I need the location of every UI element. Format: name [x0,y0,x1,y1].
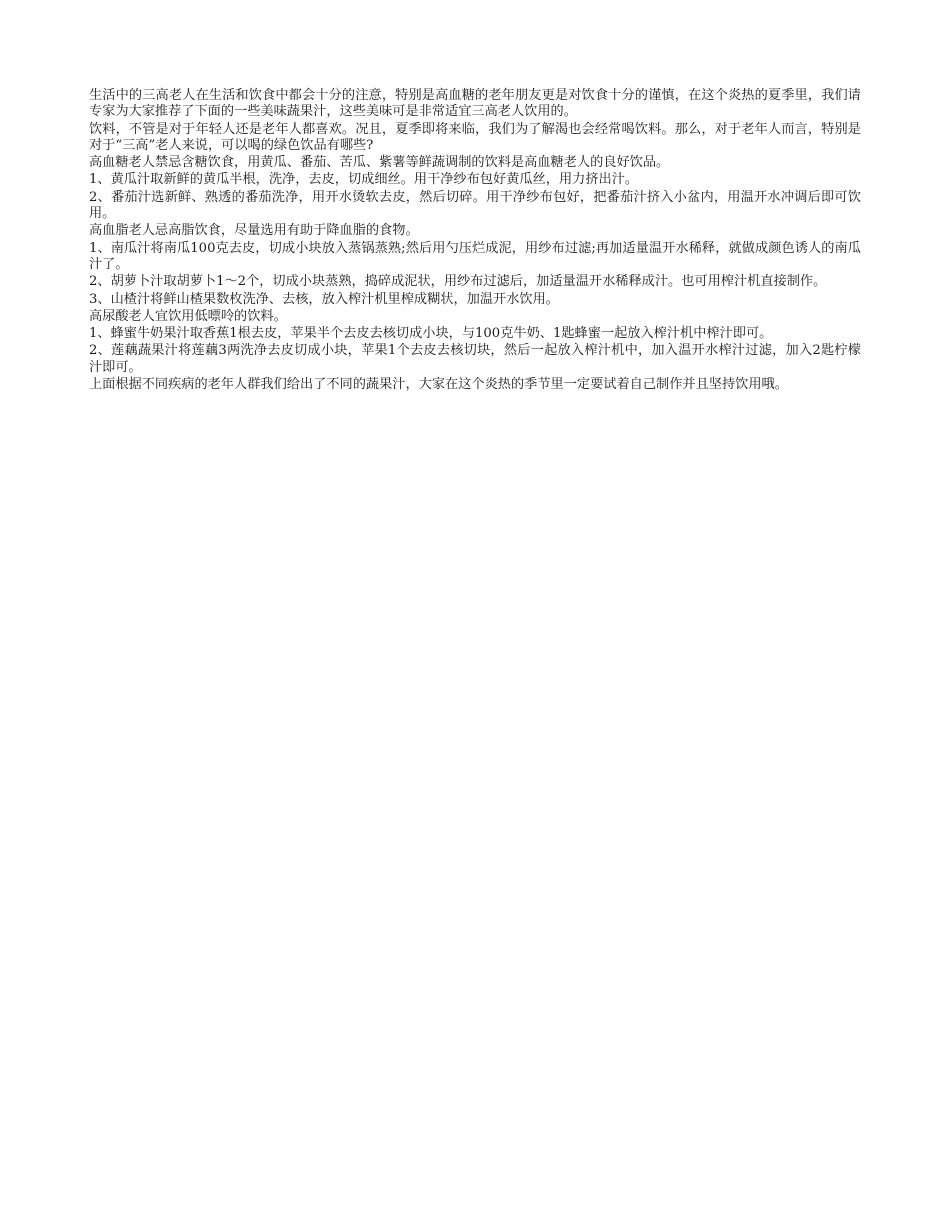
hawthorn-juice-item: 3、山楂汁将鲜山楂果数枚洗净、去核，放入榨汁机里榨成糊状，加温开水饮用。 [89,291,559,307]
document-body [89,88,861,394]
tomato-juice-item: 2、番茄汁选新鲜、熟透的番茄洗净，用开水烫软去皮，然后切碎。用干净纱布包好，把番茄汁挤入小盆内，用温开水冲调后即可饮用。 [89,189,861,222]
intro-paragraph: 生活中的三高老人在生活和饮食中都会十分的注意，特别是高血糖的老年朋友更是对饮食十分的谨慎，在这个炎热的夏季里，我们请专家为大家推荐了下面的一些美味蔬果汁，这些美味可是非常适宜三高老人饮用的。 [89,88,861,120]
conclusion-paragraph: 上面根据不同疾病的老年人群我们给出了不同的蔬果汁，大家在这个炎热的季节里一定要试着自己制作并且坚持饮用哦。 [89,377,788,393]
pumpkin-juice-item: 1、南瓜汁将南瓜100克去皮，切成小块放入蒸锅蒸熟;然后用勺压烂成泥，用纱布过滤;再加适量温开水稀释，就做成颜色诱人的南瓜汁了。 [89,240,861,272]
high-blood-lipid-heading: 高血脂老人忌高脂饮食，尽量选用有助于降血脂的食物。 [89,223,419,239]
high-uric-acid-heading: 高尿酸老人宜饮用低嘌呤的饮料。 [89,308,287,324]
high-blood-sugar-heading: 高血糖老人禁忌含糖饮食，用黄瓜、番茄、苦瓜、紫薯等鲜蔬调制的饮料是高血糖老人的良好饮品。 [89,155,670,171]
drinks-question-paragraph: 饮料，不管是对于年轻人还是老年人都喜欢。况且，夏季即将来临，我们为了解渴也会经常喝饮料。那么，对于老年人而言，特别是对于“三高”老人来说，可以喝的绿色饮品有哪些? [89,121,861,153]
carrot-juice-item: 2、胡萝卜汁取胡萝卜1～2个，切成小块蒸熟，捣碎成泥状，用纱布过滤后，加适量温开水稀释成汁。也可用榨汁机直接制作。 [89,274,827,290]
honey-milk-juice-item: 1、蜂蜜牛奶果汁取香蕉1根去皮，苹果半个去皮去核切成小块，与100克牛奶、1匙蜂蜜一起放入榨汁机中榨汁即可。 [89,326,773,342]
cucumber-juice-item: 1、黄瓜汁取新鲜的黄瓜半根，洗净，去皮，切成细丝。用干净纱布包好黄瓜丝，用力挤出汁。 [89,172,639,188]
lotus-root-juice-item: 2、莲藕蔬果汁将莲藕3两洗净去皮切成小块，苹果1个去皮去核切块，然后一起放入榨汁机中，加入温开水榨汁过滤，加入2匙柠檬汁即可。 [89,343,861,375]
